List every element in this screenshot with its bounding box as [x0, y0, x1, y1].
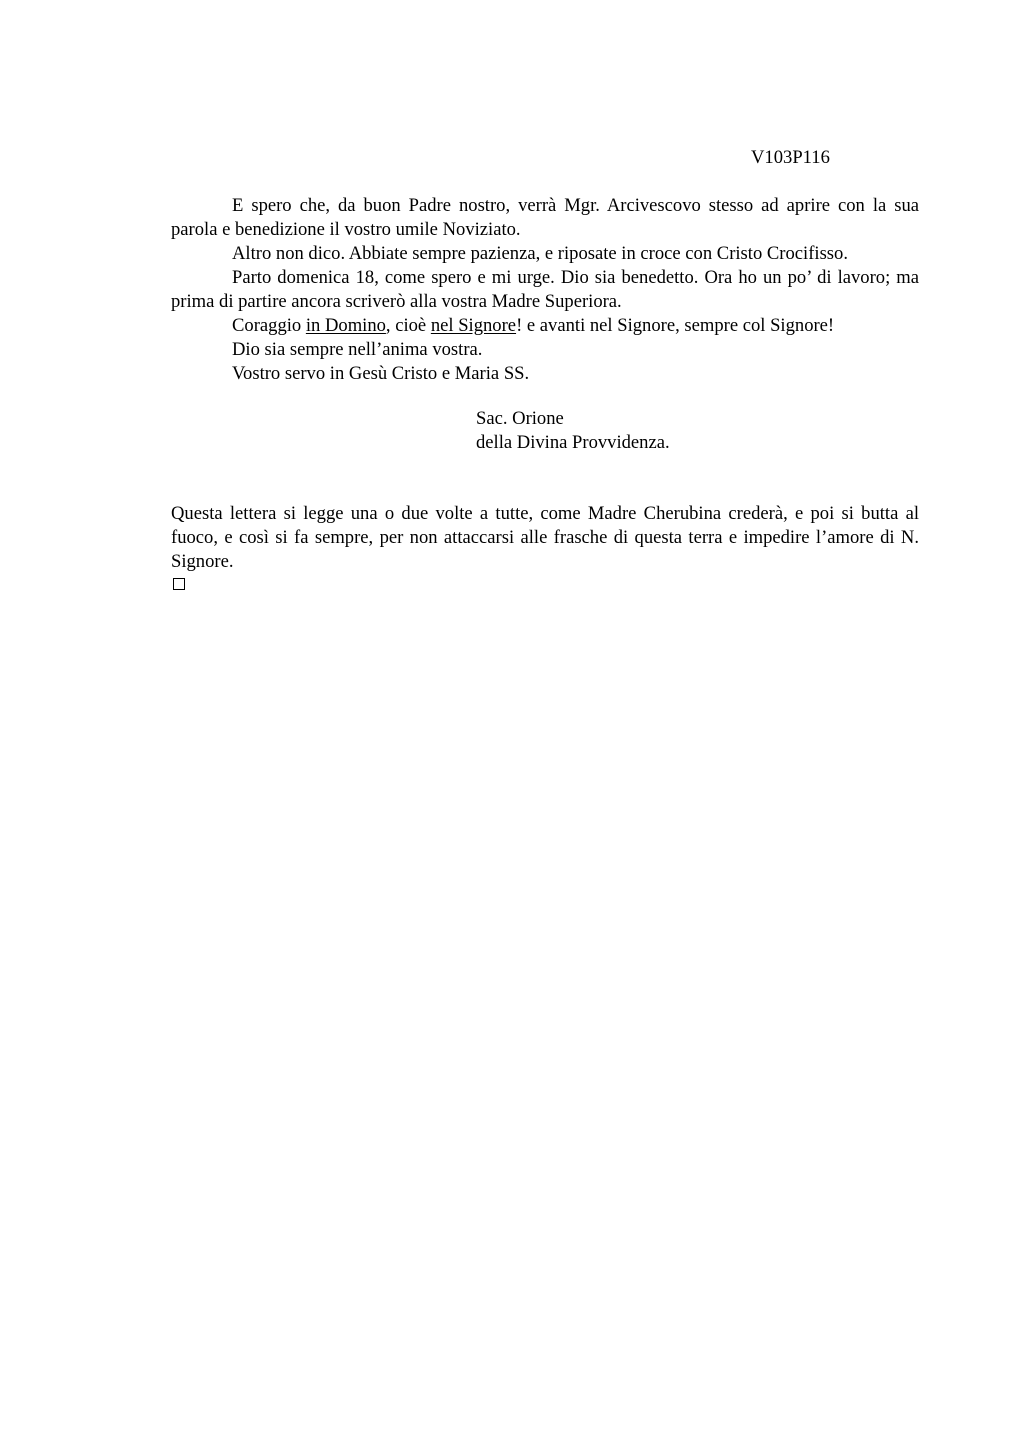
underlined-nel-signore: nel Signore: [430, 315, 517, 336]
page-reference: V103P116: [751, 147, 830, 168]
paragraph-4-middle: , cioè: [385, 315, 431, 336]
paragraph-2: Altro non dico. Abbiate sempre pazienza, e riposate in croce con Cristo Crocifisso.: [232, 243, 848, 264]
underlined-in-domino: in Domino: [305, 315, 386, 336]
paragraph-3: Parto domenica 18, come spero e mi urge. Dio sia benedetto. Ora ho un po’ di lavoro; ma prima di partire ancora scriverò alla vostra Madre Superiora.: [171, 267, 919, 312]
checkbox-icon: [173, 578, 185, 590]
signature-name: Sac. Orione: [476, 408, 564, 429]
letter-body: [171, 194, 919, 386]
paragraph-1: E spero che, da buon Padre nostro, verrà Mgr. Arcivescovo stesso ad aprire con la sua parola e benedizione il vostro umile Noviziato.: [171, 195, 919, 240]
paragraph-4-prefix: Coraggio: [232, 315, 306, 336]
signature-title: della Divina Provvidenza.: [476, 432, 670, 453]
paragraph-5: Dio sia sempre nell’anima vostra.: [232, 339, 483, 360]
postscript: Questa lettera si legge una o due volte a tutte, come Madre Cherubina crederà, e poi si butta al fuoco, e così si fa sempre, per non attaccarsi alle frasche di questa terra e impedire l’amore di N. Signore.: [171, 503, 919, 572]
paragraph-4: [171, 314, 919, 338]
paragraph-4-suffix: ! e avanti nel Signore, sempre col Signore!: [516, 315, 835, 336]
paragraph-6: Vostro servo in Gesù Cristo e Maria SS.: [232, 363, 530, 384]
signature-block: [476, 407, 670, 455]
